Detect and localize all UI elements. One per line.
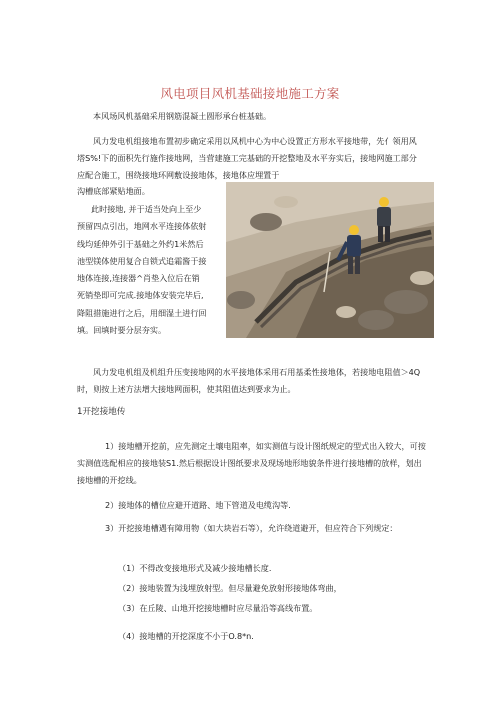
sub-item-4: （4）接地槽的开挖深度不小于O.8*n.: [118, 631, 254, 641]
paragraph-grounding-layout: 风力发电机组接地布置初步确定采用以风机中心为中心设置正方形水平接地带，先亻领用风塔S%!下的面积先行施作接地网，当营建施工完基础的开挖整地及水平夯实后，接地网施工部分应配合施工，围绕接地环网敷设接地体，接地体应埋置于: [77, 136, 417, 180]
wrapped-line: 降阻措施进行之后，用细湿土进行回: [77, 307, 207, 318]
wrapped-line: 线均延伸外引于基础之外约1米然后: [77, 238, 204, 249]
wrapped-line: 预留四点引出，地网水平连接体依射: [77, 221, 207, 232]
paragraph-grounding-layout-end: 沟槽底部紧贴地面。: [77, 186, 150, 196]
intro-paragraph: 本风场风机基础采用钢筋混凝土圆形承台桩基础。: [93, 111, 272, 121]
wrapped-line: 地体连接,连接器^肖垫入位后在销: [77, 273, 200, 284]
construction-site-photo: [226, 182, 434, 338]
list-item-3: 3）开挖接地槽遇有障用物（如大块岩石等），允许绕道避开，但应符合下列规定：: [105, 523, 398, 533]
wrapped-line: 此时接地, 并于适当处向上至少: [91, 204, 202, 214]
sub-item-1: （1）不得改变接地形式及减少接地槽长度.: [118, 563, 272, 573]
paragraph-resistance: 风力发电机组及机组升压变接地网的水平接地体采用石用基柔性接地体，若接地电阻值＞4Q时，则按上述方法增大接地网面积，使其阻值达到要求为止。: [77, 367, 421, 394]
list-item-1: 1）接地槽开挖前，应先测定土壤电阻率，如实测值与设计图纸规定的型式出入较大，可按实测值选配相应的接地装S1.然后根据设计图纸要求及现场地形地貌条件进行接地槽的放样，划出接地槽的开挖线。: [77, 441, 426, 485]
wrapped-line: 池型镁体使用复合自锁式追霜酱于接: [77, 255, 207, 266]
wrapped-line: 死销垫即可完成.接地体安装完毕后,: [77, 290, 204, 301]
sub-item-2: （2）接地装置为浅埋放射型。但尽量避免放射形接地体弯曲，: [118, 583, 342, 593]
section-heading: 1开挖接地传: [77, 407, 126, 417]
wrapped-paragraph: [77, 201, 227, 339]
trench-workers-illustration: [226, 182, 434, 338]
list-item-2: 2）接地体的槽位应避开道路、地下管道及电缆沟等.: [105, 500, 291, 510]
sub-item-3: （3）在丘陵、山地开挖接地槽时应尽量沿等高线布置。: [118, 603, 318, 613]
wrapped-line: 填。回填时要分层夯实。: [77, 325, 167, 336]
document-title: 风电项目风机基础接地施工方案: [160, 86, 340, 101]
